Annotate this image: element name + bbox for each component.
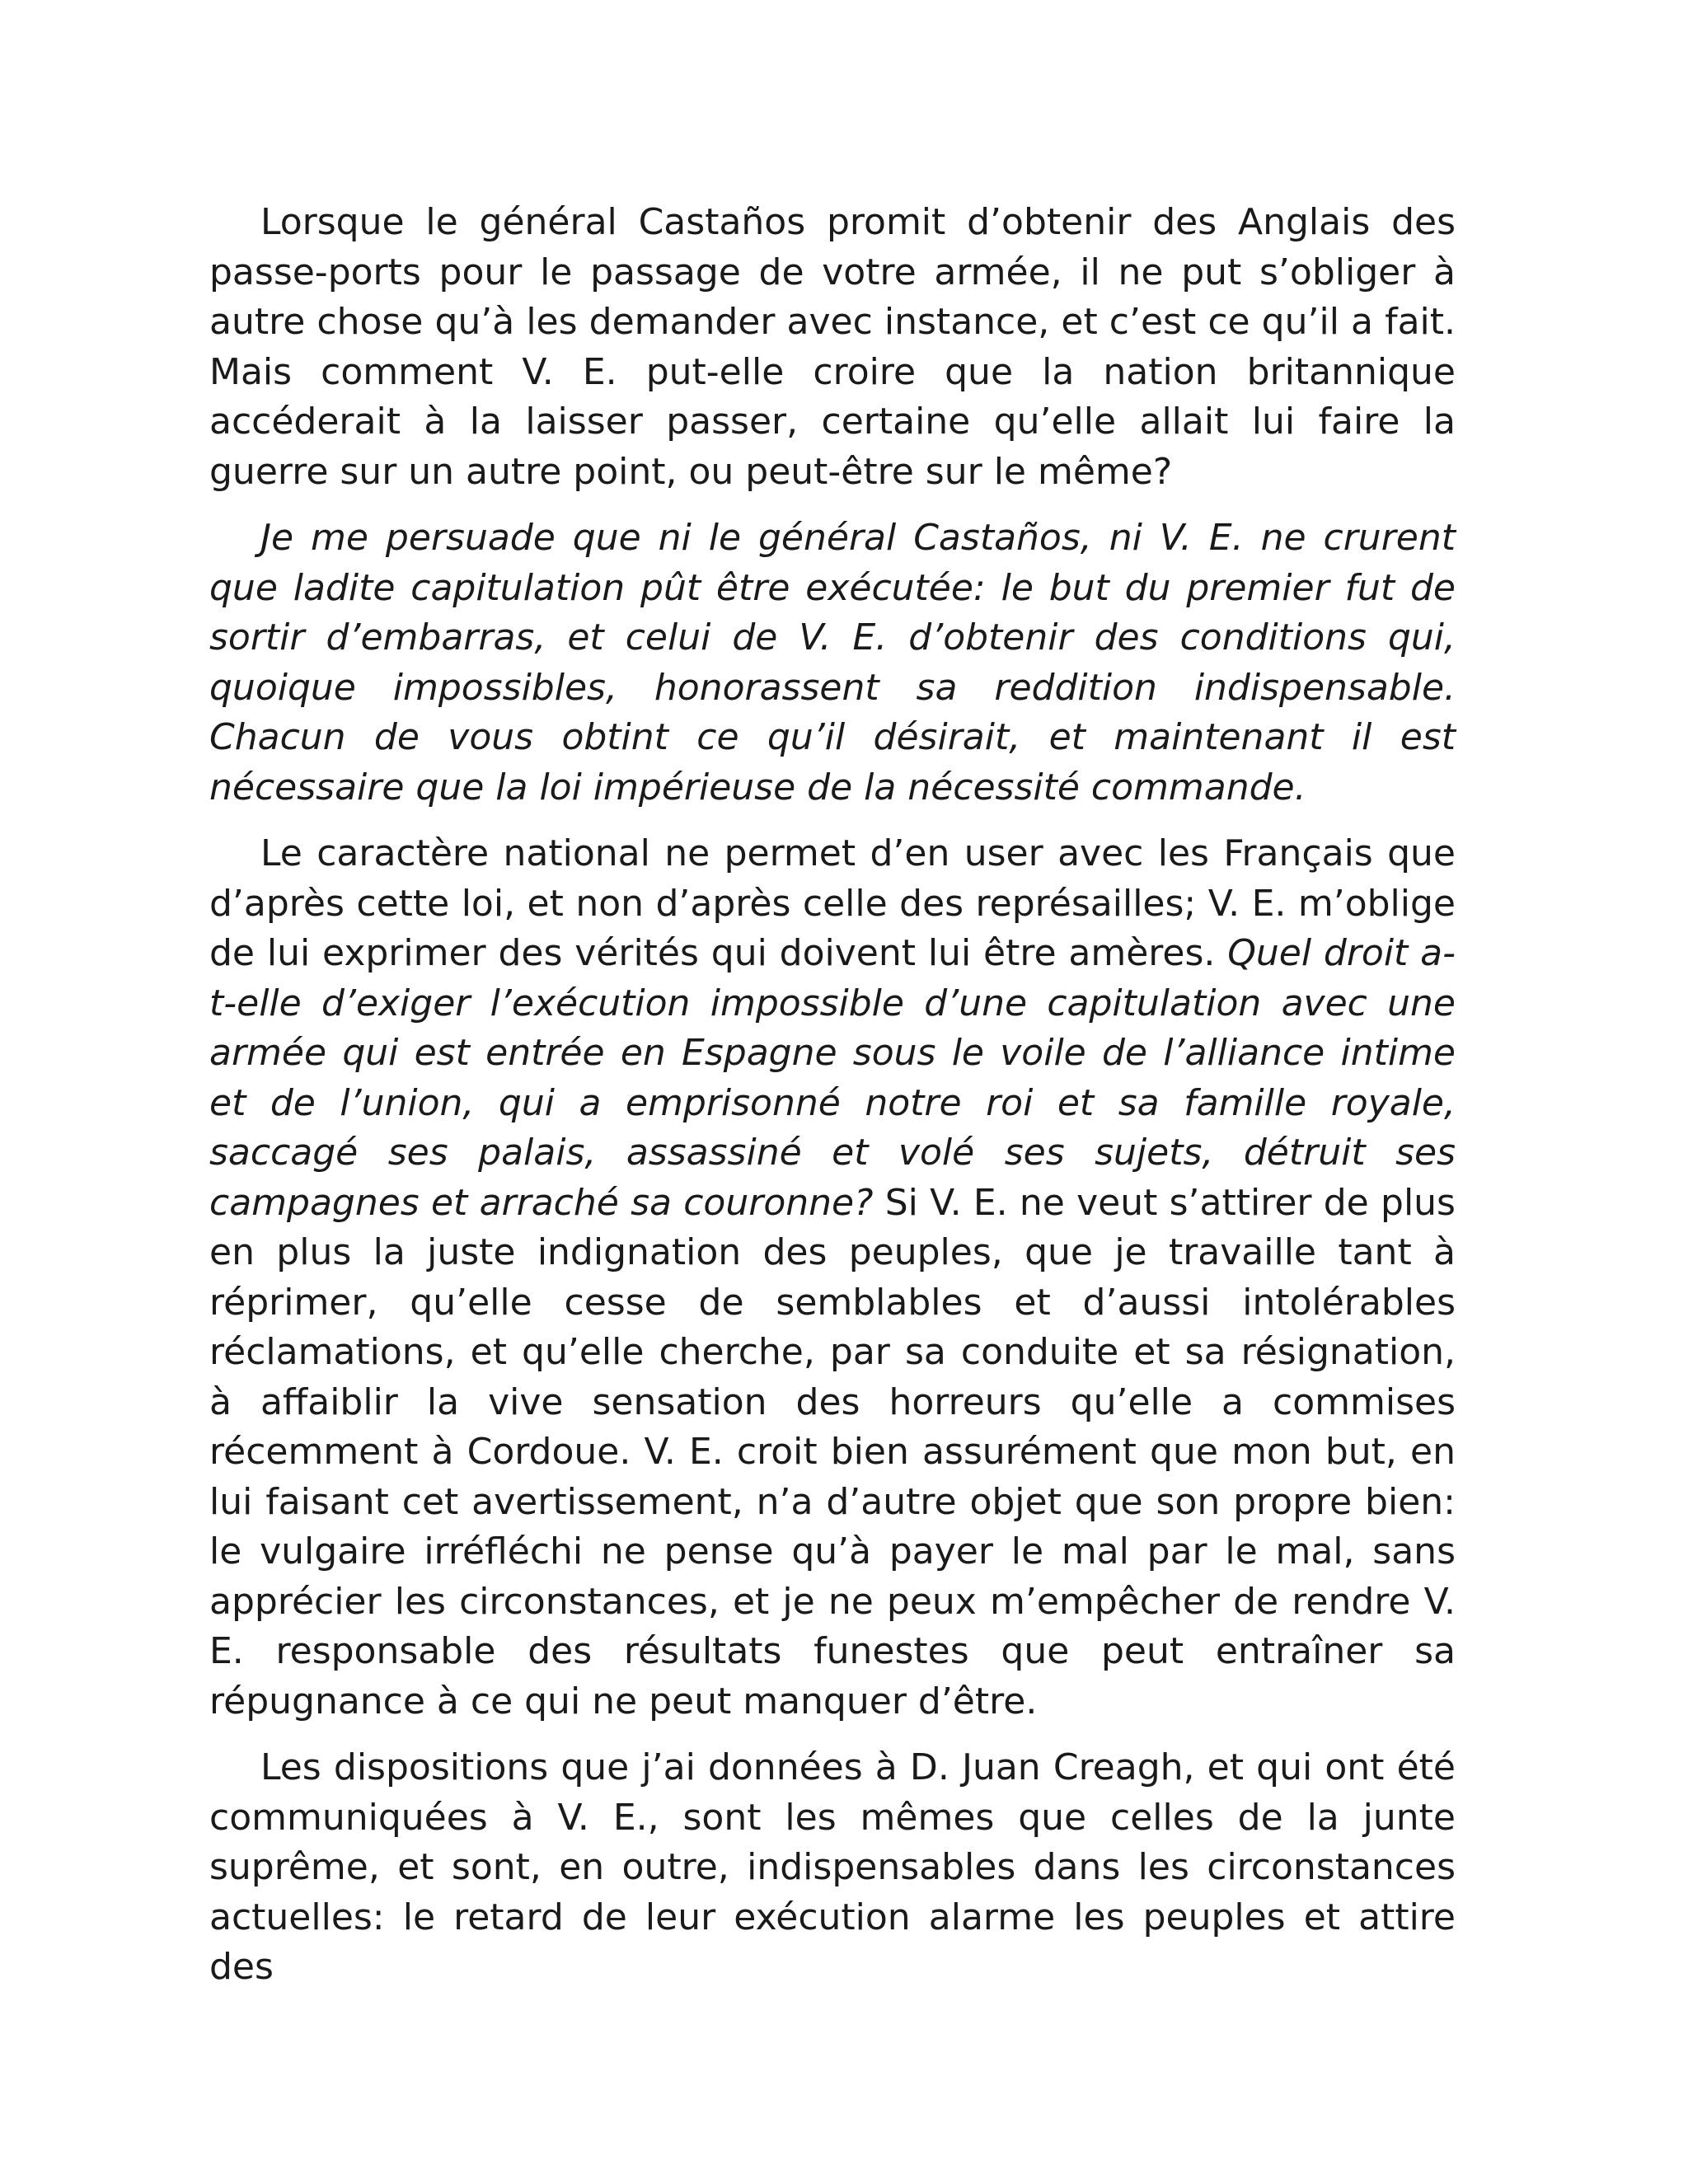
paragraph-castanos-passports bbox=[209, 198, 1456, 497]
paragraph-text: Si V. E. ne veut s’attirer de plus en plus la juste indignation des peuples, que je travaille tant à réprimer, qu’elle cesse de semblables et d’aussi intolérables réclamations, et qu’elle cherche, par sa conduite et sa résignation, à affaiblir la vive sensation des horreurs qu’elle a commises récemment à Cordoue. V. E. croit bien assurément que mon but, en lui faisant cet avertissement, n’a d’autre objet que son propre bien: le vulgaire irréfléchi ne pense qu’à payer le mal par le mal, sans apprécier les circonstances, et je ne peux m’empêcher de rendre V. E. responsable des résultats funestes que peut entraîner sa répugnance à ce qui ne peut manquer d’être. bbox=[209, 1181, 1456, 1722]
paragraph-text: Je me persuade que ni le général Castaños, ni V. E. ne crurent que ladite capitulation pût être exécutée: le but du premier fut de sortir d’embarras, et celui de V. E. d’obtenir des conditions qui, quoique impossibles, honorassent sa reddition indispensable. Chacun de vous obtint ce qu’il désirait, et maintenant il est nécessaire que la loi impérieuse de la nécessité commande. bbox=[209, 517, 1456, 808]
paragraph-dispositions-creagh bbox=[209, 1743, 1456, 1993]
paragraph-italic-question: Quel droit a-t-elle d’exiger l’exécution impossible d’une capitulation avec une armée qui est entrée en Espagne sous le voile de l’alliance intime et de l’union, qui a emprisonné notre roi et sa famille royale, saccagé ses palais, assassiné et volé ses sujets, détruit ses campagnes et arraché sa couronne? bbox=[209, 932, 1456, 1224]
document-page bbox=[209, 198, 1456, 2009]
paragraph-text: Les dispositions que j’ai données à D. Juan Creagh, et qui ont été communiquées à V. E., sont les mêmes que celles de la junte suprême, et sont, en outre, indispensables dans les circonstances actuelles: le retard de leur exécution alarme les peuples et attire des bbox=[209, 1746, 1456, 1988]
paragraph-caractere-national bbox=[209, 829, 1456, 1727]
paragraph-capitulation-italic bbox=[209, 513, 1456, 813]
paragraph-text: Le caractère national ne permet d’en user avec les Français que d’après cette loi, et non d’après celle des représailles; V. E. m’oblige de lui exprimer des vérités qui doivent lui être amères. bbox=[209, 832, 1456, 974]
paragraph-text: Lorsque le général Castaños promit d’obtenir des Anglais des passe-ports pour le passage de votre armée, il ne put s’obliger à autre chose qu’à les demander avec instance, et c’est ce qu’il a fait. Mais comment V. E. put-elle croire que la nation britannique accéderait à la laisser passer, certaine qu’elle allait lui faire la guerre sur un autre point, ou peut-être sur le même? bbox=[209, 201, 1456, 493]
